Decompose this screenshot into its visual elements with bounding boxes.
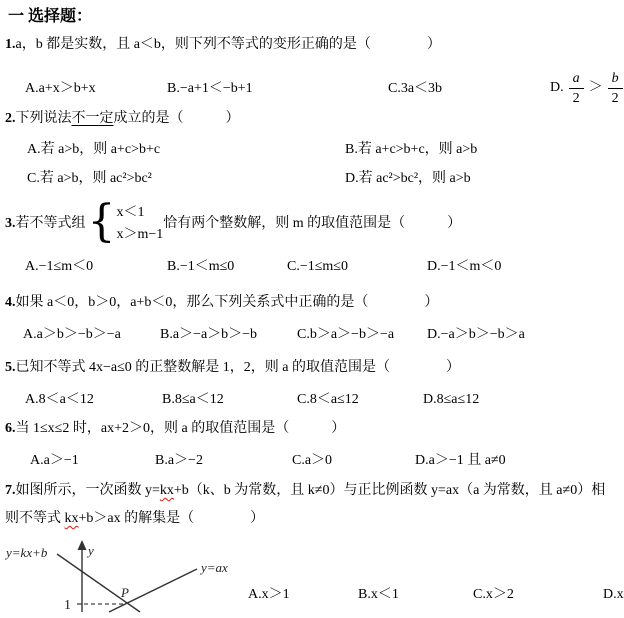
q2-option-d: D.若 ac²>bc²，则 a>b [345,171,471,186]
q6-option-b: B.a＞−2 [155,453,203,468]
q7-option-b: B.x＜1 [358,587,399,602]
q7-stem1-post: +b（k、b 为常数，且 k≠0）与正比例函数 y=ax（a 为常数，且 a≠0）相 [173,483,606,498]
q6-number: 6. [5,421,16,436]
q5-option-b: B.8≤a＜12 [162,392,224,407]
system-brace: { [87,196,116,247]
y-axis-label: y [88,543,94,558]
q4-stem: 如果 a＜0，b＞0，a+b＜0，那么下列关系式中正确的是（ ） [15,295,439,310]
question-7-line-2 [5,510,264,528]
q5-stem: 已知不等式 4x−a≤0 的正整数解是 1，2，则 a 的取值范围是（ ） [15,360,461,375]
question-6 [5,420,345,438]
inequality-system [117,202,164,246]
q2-option-c: C.若 a>b，则 ac²>bc² [27,171,152,186]
q1-option-d [550,64,623,112]
line-y-kxb-label: y=kx+b [6,545,48,560]
q2-option-a: A.若 a>b，则 a+c>b+c [27,142,161,157]
q5-option-c: C.8＜a≤12 [297,392,359,407]
line-y-ax-label: y=ax [201,560,228,575]
q2-number: 2. [5,111,16,126]
q2-stem-post: 成立的是（ ） [113,111,240,126]
q2-option-b: B.若 a+c>b+c，则 a>b [345,142,478,157]
q5-option-a: A.8＜a＜12 [25,392,94,407]
q4-option-c: C.b＞a＞−b＞−a [297,327,395,342]
system-line-1: x＜1 [116,205,145,220]
tick-1-label: 1 [64,598,71,613]
q1-option-c: C.3a＜3b [388,81,443,96]
question-3 [5,197,461,251]
q7-stem2-pre: 则不等式 [5,511,65,526]
q7-stem1-pre: 如图所示，一次函数 y= [15,483,160,498]
q5-number: 5. [5,360,16,375]
section-heading: 一 选择题： [8,8,93,25]
q3-option-d: D.−1＜m＜0 [427,259,502,274]
point-p-label: P [121,585,129,600]
q7-option-a: A.x＞1 [248,587,290,602]
question-4 [5,294,438,312]
q6-option-a: A.a＞−1 [30,453,79,468]
q5-option-d: D.8≤a≤12 [423,392,480,407]
q2-stem-pre: 下列说法 [15,111,72,126]
q3-option-a: A.−1≤m＜0 [25,259,94,274]
q4-number: 4. [5,295,16,310]
q3-number: 3. [5,216,16,231]
system-line-2: x＞m−1 [116,227,164,242]
function-graph [0,538,240,612]
q7-stem1-spellcheck: kx [159,483,174,498]
question-7-line-1 [5,482,605,500]
q7-option-c: C.x＞2 [473,587,514,602]
q3-option-c: C.−1≤m≤0 [287,259,348,274]
q4-option-a: A.a＞b＞−b＞−a [23,327,121,342]
q1-option-d-label: D. [550,80,564,95]
question-5 [5,359,460,377]
function-graph-svg [0,538,240,612]
question-2 [5,110,240,128]
fraction-b-over-2: $\frac{b}{2}$ [608,70,623,107]
q2-stem-underlined: 不一定 [71,111,114,126]
q7-stem2-post: +b＞ax 的解集是（ ） [78,511,265,526]
q3-stem-post: 恰有两个整数解，则 m 的取值范围是（ ） [163,216,462,231]
q7-option-d: D.x [603,587,624,602]
q3-stem-pre: 若不等式组 [15,216,86,231]
fraction-a-over-2: $\frac{a}{2}$ [569,70,584,107]
q7-stem2-spellcheck: kx [64,511,79,526]
q1-option-d-relation: ＞ [588,80,603,95]
q1-number: 1. [5,37,16,52]
q6-stem: 当 1≤x≤2 时，ax+2＞0，则 a 的取值范围是（ ） [15,421,346,436]
q4-option-d: D.−a＞b＞−b＞a [427,327,525,342]
y-axis-arrow-icon [78,540,87,550]
q4-option-b: B.a＞−a＞b＞−b [160,327,258,342]
question-1 [5,36,441,54]
q1-stem: a，b 都是实数，且 a＜b，则下列不等式的变形正确的是（ ） [15,37,441,52]
q1-option-a: A.a+x＞b+x [25,81,96,96]
q6-option-c: C.a＞0 [292,453,333,468]
q1-option-b: B.−a+1＜−b+1 [167,81,253,96]
q3-option-b: B.−1＜m≤0 [167,259,235,274]
q7-number: 7. [5,483,16,498]
q6-option-d: D.a＞−1 且 a≠0 [415,453,506,468]
